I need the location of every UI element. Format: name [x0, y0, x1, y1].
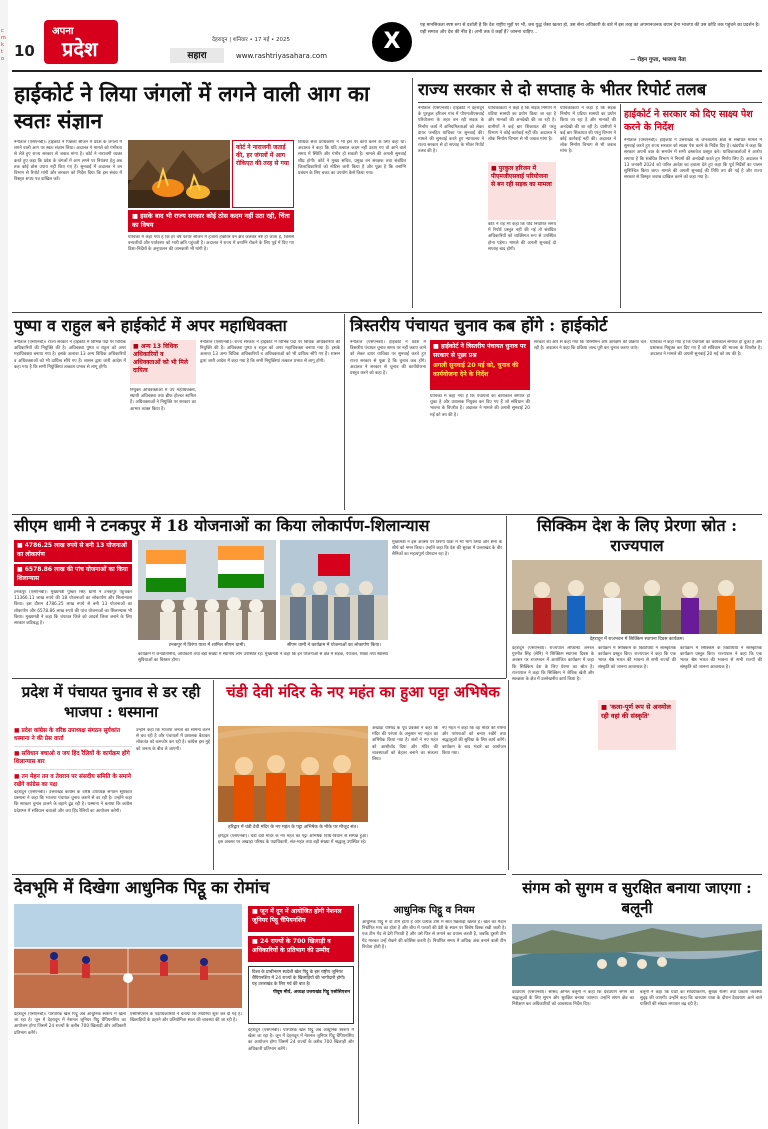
s1-body-b: याचिका में कहा गया है कि हर वर्ष फायर सीजन में हजारों हेक्टेयर वन क्षेत्र जलकर नष्ट हो जाता है, जिससे वन्यजीवों और पर्यावरण को भारी क्षति पहुंचती है। अदालत ने राज्य में वनाग्नि रोकने के लिए पूर्व में दिए गए दिशा-निर्देशों के अनुपालन की जानकारी भी मांगी है।: [128, 235, 294, 253]
s6-stat-2: ■ 6578.86 लाख की पांच योजनाओं का किया शिलान्यास: [14, 564, 132, 586]
s11-sub-body: आधुनिक पिट्ठू में दो टीमें होती हैं और प्रत्येक टीम में सात खिलाड़ी खेलते हैं। खेल का मैदान निर्धारित माप का होता है और बीच में पत्थरों की ढेरी के स्थान पर विशेष डिस्क रखी जाती है। एक टीम गेंद से ढेरी गिराती है और उसे फिर से लगाने का प्रयास करती है, जबकि दूसरी टीम गेंद मारकर उन्हें रोकने की कोशिश करती है। निर्धारित समय में अधिक अंक बनाने वाली टीम विजेता होती है।: [362, 920, 506, 950]
section-big: प्रदेश: [62, 37, 98, 61]
s5-body-b: याचिका में कहा गया है कि पंचायतों का कार्यकाल समाप्त हो चुका है और प्रशासक नियुक्त कर दिए गए हैं जो संविधान की भावना के विपरीत है। अदालत ने मामले की अगली सुनवाई 20 मई को तय की है।: [430, 394, 530, 418]
s11-red-1: ■ जून में दून में आयोजित होगी नेशनल जूनियर पिट्ठू चैंपियनशिप: [248, 906, 354, 932]
s11-quote-sign: पीयूष मौर्य, अध्यक्ष उत्तराखंड पिट्ठू एसोसिएशन: [272, 990, 350, 995]
s5-body-a: नैनीताल (एसएनबी)। हाईकोर्ट ने प्रदेश में त्रिस्तरीय पंचायत चुनाव समय पर नहीं कराए जाने को लेकर दायर याचिका पर सुनवाई करते हुए राज्य सरकार से पूछा है कि चुनाव कब होंगे। अदालत ने सरकार से चुनाव की कार्ययोजना प्रस्तुत करने को कहा है।: [350, 340, 426, 377]
s10-body-b: बलूनी ने कहा कि घाटों का सौंदर्यीकरण, सुरक्षा रेलिंग तथा प्रकाश व्यवस्था सुदृढ़ की जाएगी। उन्होंने कहा कि चारधाम यात्रा के दौरान देवप्रयाग आने वाले यात्रियों की संख्या लगातार बढ़ रही है।: [640, 990, 762, 1008]
s7-body-a: देहरादून (एसएनबी)। राज्यपाल लेफ्टिनेंट जनरल गुरमीत सिंह (सेनि) ने सिक्किम स्थापना दिवस के अवसर पर राजभवन में आयोजित कार्यक्रम में कहा कि सिक्किम देश के लिए प्रेरणा का स्रोत है। राज्यपाल ने कहा कि सिक्किम ने जैविक खेती और स्वच्छता के क्षेत्र में उल्लेखनीय कार्य किया है।: [512, 646, 594, 683]
section-badge: [44, 20, 118, 64]
s2-body-a: नैनीताल (एसएनबी)। हाईकोर्ट ने देहरादून के पुरकुल हरिजन गांव में पीएमजीएसवाई परियोजना के तहत बन रही सड़क के निर्माण कार्य में अनियमितताओं को लेकर दायर जनहित याचिका पर सुनवाई की। मामले की सुनवाई करते हुए न्यायालय ने राज्य सरकार से दो सप्ताह के भीतर रिपोर्ट तलब की है।: [418, 106, 484, 155]
s9-body-b: अखाड़ा परिषद के पूर्व प्रवक्ता ने कहा कि मंदिर की परंपरा के अनुसार नए महंत का अभिषेक किया गया है। संतों ने नए महंत को आशीर्वाद दिया और मंदिर की व्यवस्थाओं को बेहतर बनाने का संकल्प लिया।: [372, 726, 438, 763]
header-rule: [12, 70, 762, 72]
s11-headline: देवभूमि में दिखेगा आधुनिक पिट्ठू का रोमांच: [14, 878, 270, 897]
s9-body-a: हरिद्वार (एसएनबी)। चंडी देवी मंदिर के नए महंत का पट्टा अभिषेक विधि-विधान से सम्पन्न हुआ। इस अवसर पर अखाड़ा परिषद के पदाधिकारी, संत-महंत तथा बड़ी संख्या में श्रद्धालु उपस्थित रहे।: [218, 834, 368, 846]
col-divider-4: [506, 516, 507, 678]
s8-bullet-2: ■ सविधान बचाओ व जय हिंद रैलियों के कार्यक्रम होंगे शिलान्यास बार: [14, 751, 132, 770]
s6-photo-1: [138, 540, 276, 640]
s2-body-b: याचिकाकर्ता ने कहा है कि सड़क निर्माण में घटिया सामग्री का प्रयोग किया जा रहा है और मानकों की अनदेखी की जा रही है। ग्रामीणों ने कई बार शिकायत की परंतु विभाग ने कोई कार्रवाई नहीं की। अदालत ने लोक निर्माण विभाग से भी जवाब मांगा है।: [488, 106, 556, 143]
s7-photo: [512, 560, 762, 634]
s7-body-b: कार्यक्रम में सिक्किम के विद्यार्थियों ने सांस्कृतिक कार्यक्रम प्रस्तुत किए। राज्यपाल ने कहा कि एक भारत श्रेष्ठ भारत की भावना से सभी राज्यों की संस्कृति को जानना आवश्यक है।: [598, 646, 676, 670]
col-divider-3: [344, 314, 345, 510]
s1-band: ■ इसके बाद भी राज्य सरकार कोई ठोस कदम नहीं उठा रही, चिंता का विषय: [128, 210, 294, 232]
s5-red-box-text: ■ हाईकोर्ट ने त्रिस्तरीय पंचायत चुनाव पर सरकार से पूछा प्रश्न: [433, 343, 526, 359]
s10-headline: संगम को सुगम व सुरक्षित बनाया जाएगा : बलूनी: [522, 879, 752, 917]
s3-body: नैनीताल (एसएनबी)। हाईकोर्ट ने उत्तराखंड के जनजातीय क्षेत्रों से संबंधित मामले में सुनवाई करते हुए राज्य सरकार को साक्ष्य पेश करने के निर्देश दिए हैं। खंडपीठ ने कहा कि सरकार अपनी बात के समर्थन में सभी दस्तावेज प्रस्तुत करे। याचिकाकर्ताओं ने आरोप लगाया है कि संबंधित विभाग ने नियमों की अनदेखी करते हुए निर्णय लिए हैं। अदालत ने 13 जनवरी 2024 को पारित आदेश का हवाला देते हुए कहा कि पूर्व निर्देशों का पालन सुनिश्चित किया जाए। मामले की अगली सुनवाई की तिथि तय की गई है और राज्य सरकार से विस्तृत जवाब दाखिल करने को कहा गया है।: [624, 138, 762, 181]
s11-body-a: देहरादून (एसएनबी)। पारंपरिक खेल पिट्ठू अब आधुनिक स्वरूप में खेला जा रहा है। जून में देहरादून में नेशनल जूनियर पिट्ठू चैंपियनशिप का आयोजन होगा जिसमें 24 राज्यों के करीब 700 खिलाड़ी और अधिकारी प्रतिभाग करेंगे।: [14, 1012, 126, 1036]
s1-photo: [128, 140, 230, 208]
s8-body-b: उन्होंने कहा कि भाजपा जनता का सामना करने से बच रही है और पंचायतों में प्रशासक बैठाकर लोकतंत्र को कमजोर कर रही है। कांग्रेस इस मुद्दे को जनता के बीच ले जाएगी।: [136, 728, 210, 752]
s9-caption: हरिद्वार में चंडी देवी मंदिर के नए महंत के पट्टा अभिषेक के मौके पर मौजूद संत।: [228, 825, 358, 830]
s4-body-c: नैनीताल (एसएनबी)। राज्य सरकार ने हाईकोर्ट में विभिन्न पदों पर विधिक अधिकारियों की नियुक्ति की है। अधिवक्ता पुष्पा व राहुल को अपर महाधिवक्ता बनाया गया है। इसके अलावा 13 अन्य विधिक अधिकारियों व अधिवक्ताओं को भी दायित्व सौंपे गए हैं। शासन द्वारा जारी आदेश में कहा गया है कि सभी नियुक्तियां तत्काल प्रभाव से लागू होंगी।: [200, 340, 340, 364]
s6-caption-2: सीएम धामी ने कार्यक्रम में योजनाओं का लोकार्पण किया।: [287, 643, 381, 648]
left-edge-letters: c m k t o: [1, 28, 6, 62]
s8-bullets: [14, 728, 132, 790]
s11-body-b: एसोसिएशन के पदाधिकारियों ने बताया कि तैयारियां शुरू कर दी गई हैं। खिलाड़ियों के ठहरने और प्रतियोगिता स्थल की व्यवस्था की जा रही है।: [130, 1012, 242, 1024]
brand-logo: सहारा: [170, 48, 224, 63]
rule-s11: [12, 874, 506, 875]
col-divider-7: [358, 904, 359, 1124]
s8-bullet-3: ■ तन मेहन तन व तेवरान पर संसदीय समिति के समाने रखेंगे कांग्रेस का पक्ष: [14, 774, 131, 788]
s1-body-c: विधिक सेवा प्राधिकरण ने भी इस पर कार्य करने के लिए कहा था। अदालत ने कहा कि यदि तत्काल कदम नहीं उठाए गए तो आने वाले समय में स्थिति और गंभीर हो सकती है। मामले की अगली सुनवाई शीघ्र होगी। कोर्ट ने मुख्य सचिव, प्रमुख वन संरक्षक तथा संबंधित जिलाधिकारियों को नोटिस जारी किया है और पूछा है कि वनाग्नि प्रबंधन के लिए बजट का उपयोग कैसे किया गया।: [298, 140, 406, 177]
s4-body-a: नैनीताल (एसएनबी)। राज्य सरकार ने हाईकोर्ट में विभिन्न पदों पर विधिक अधिकारियों की नियुक्ति की है। अधिवक्ता पुष्पा व राहुल को अपर महाधिवक्ता बनाया गया है। इसके अलावा 13 अन्य विधिक अधिकारियों व अधिवक्ताओं को भी दायित्व सौंपे गए हैं। शासन द्वारा जारी आदेश में कहा गया है कि सभी नियुक्तियां तत्काल प्रभाव से लागू होंगी।: [14, 340, 126, 370]
s6-body-a: टनकपुर (एसएनबी)। मुख्यमंत्री पुष्कर सिंह धामी ने टनकपुर पहुंचकर 11366.11 लाख रुपये की 18 योजनाओं का लोकार्पण और शिलान्यास किया। इस दौरान 4786.25 लाख रुपये से बनी 13 योजनाओं का लोकार्पण और 6578.86 लाख रुपये की पांच योजनाओं का शिलान्यास भी किया। मुख्यमंत्री ने कहा कि चंपावत जिले को आदर्श जिला बनाने के लिए सरकार कटिबद्ध है।: [14, 590, 132, 627]
s1-headline: हाईकोर्ट ने लिया जंगलों में लगने वाली आग का स्वतः संज्ञान: [14, 81, 370, 133]
rule-s10: [512, 874, 762, 875]
s8-body-a: देहरादून (एसएनबी)। उत्तराखंड कांग्रेस के वरिष्ठ उपाध्यक्ष संगठन सूर्यकांत धस्माना ने कहा कि भाजपा पंचायत चुनाव कराने से डर रही है। उन्होंने कहा कि सरकार चुनाव टालने के बहाने ढूंढ रही है। धस्माना ने बताया कि कांग्रेस प्रदेशभर में संविधान बचाओ और जय हिंद रैलियों का आयोजन करेगी।: [14, 790, 132, 814]
s11-sub-headline: आधुनिक पिट्ठू व नियम: [393, 905, 475, 916]
s2-body-c: कोर्ट ने यह भी कहा कि यदि निर्धारित समय में रिपोर्ट प्रस्तुत नहीं की गई तो संबंधित अधिकारियों को व्यक्तिगत रूप से उपस्थित होना पड़ेगा। मामले की अगली सुनवाई दो सप्ताह बाद होगी।: [488, 222, 556, 252]
s9-headline: चंडी देवी मंदिर के नए महंत का हुआ पट्टा अभिषेक: [226, 683, 500, 701]
col-divider-2: [620, 104, 621, 308]
s4-pink-box: ■ अन्य 13 विधिक अधिकारियों व अधिवक्ताओं को भी मिले दायित्व: [130, 340, 196, 384]
s9-photo: [218, 726, 368, 822]
quote-text: यह मानसिकता स्पष्ट रूप से दर्शाती है कि देश राष्ट्रीय मुद्दों पर भी, जब युद्ध जैसा खतरा हो, उस सेना अधिकारी के बारे में इस तरह का अपमानजनक बयान देना भाजपा की उस कोटि तक पहुंचने का प्रदर्शन है। यही समाज और देश की नींव है। अभी तक वे कहाँ हैं? जानना चाहिए...: [420, 23, 760, 35]
s5-body-c: सरकार की ओर से कहा गया कि परिसीमन और आरक्षण की प्रक्रिया चल रही है। अदालत ने कहा कि प्रक्रिया जल्द पूरी कर चुनाव कराए जाएं।: [534, 340, 646, 352]
s7-body-c: कार्यक्रम में सिक्किम के विद्यार्थियों ने सांस्कृतिक कार्यक्रम प्रस्तुत किए। राज्यपाल ने कहा कि एक भारत श्रेष्ठ भारत की भावना से सभी राज्यों की संस्कृति को जानना आवश्यक है।: [680, 646, 762, 670]
s6-body-c: मुख्यमंत्री ने इस अवसर पर तिरंगा यात्रा में भी भाग लिया और सेना के शौर्य को नमन किया। उन्होंने कहा कि देश की सुरक्षा में उत्तराखंड के वीर सैनिकों का महत्वपूर्ण योगदान रहा है।: [392, 540, 502, 558]
col-divider-6: [508, 680, 509, 870]
s2-body-d: याचिकाकर्ता ने कहा है कि सड़क निर्माण में घटिया सामग्री का प्रयोग किया जा रहा है और मानकों की अनदेखी की जा रही है। ग्रामीणों ने कई बार शिकायत की परंतु विभाग ने कोई कार्रवाई नहीं की। अदालत ने लोक निर्माण विभाग से भी जवाब मांगा है।: [560, 106, 616, 155]
s11-photo: [14, 904, 242, 1008]
s5-headline: त्रिस्तरीय पंचायत चुनाव कब होंगे : हाईकोर्ट: [350, 316, 608, 335]
s6-caption-1: टनकपुर में तिरंगा यात्रा में शामिल सीएम धामी।: [168, 643, 246, 648]
s8-bullet-1: ■ प्रदेश कांग्रेस के वरिष्ठ उपाध्यक्ष संगठन सूर्यकांत धस्माना ने की प्रेस वार्ता: [14, 728, 132, 747]
s2-pink-box: ■ पुरकुल हरिजन में पीएमजीएसवाई परियोजना से बन रही सड़क का मामला: [488, 162, 556, 220]
s2-rule: [418, 102, 762, 103]
s10-body-a: देवप्रयाग (एसएनबी)। सांसद अनिल बलूनी ने कहा कि देवप्रयाग संगम को श्रद्धालुओं के लिए सुगम और सुरक्षित बनाया जाएगा। उन्होंने संगम क्षेत्र का निरीक्षण कर अधिकारियों को आवश्यक निर्देश दिए।: [512, 990, 634, 1008]
s7-headline: सिक्किम देश के लिए प्रेरणा स्रोत : राज्यपाल: [536, 516, 738, 555]
s11-quote-text: विश्व के प्राचीनतम स्वदेशी खेल पिट्ठू के इस राष्ट्रीय जूनियर चैंपियनशिप में 24 राज्यों के खिलाड़ियों की भागीदारी होगी। यह उत्तराखंड के लिए गर्व की बात है।: [252, 970, 346, 987]
website-url: www.rashtriyasahara.com: [236, 52, 328, 60]
s3-headline: हाईकोर्ट ने सरकार को दिए साक्ष्य पेश करने के निर्देश: [624, 109, 753, 133]
page-number: 10: [14, 42, 35, 60]
s6-body-b: कार्यक्रम में जनप्रतिनिधि, अधिकारी तथा बड़ी संख्या में स्थानीय लोग उपस्थित रहे। मुख्यमंत्री ने कहा कि इन योजनाओं से क्षेत्र में सड़क, पेयजल, शिक्षा तथा स्वास्थ्य सुविधाओं का विस्तार होगा।: [138, 652, 388, 664]
s5-body-d: याचिका में कहा गया है कि पंचायतों का कार्यकाल समाप्त हो चुका है और प्रशासक नियुक्त कर दिए गए हैं जो संविधान की भावना के विपरीत है। अदालत ने मामले की अगली सुनवाई 20 मई को तय की है।: [650, 340, 762, 358]
s6-headline: सीएम धामी ने टनकपुर में 18 योजनाओं का किया लोकार्पण-शिलान्यास: [14, 516, 430, 535]
s1-note-box: कोर्ट ने नाराजगी जताई की, हर जंगलों में आग रोकिएत की तरह से गया: [232, 140, 294, 208]
s10-photo: [512, 924, 762, 986]
section-small: अपना: [52, 26, 74, 37]
rule-row2: [12, 514, 762, 515]
left-edge-strip: [0, 0, 8, 1129]
s5-red-box-text2: अगली सुनवाई 20 मई को, चुनाव की कार्ययोजना देने के निर्देश: [433, 362, 519, 378]
s5-red-box: [430, 340, 530, 390]
quote-author: — रोहन गुप्ता, भाजपा नेता: [630, 57, 686, 63]
col-divider-1: [412, 78, 413, 308]
s8-headline: प्रदेश में पंचायत चुनाव से डर रही भाजपा : धस्माना: [21, 683, 201, 721]
rule-row1: [12, 312, 762, 313]
rule-s8: [12, 678, 506, 679]
s4-headline: पुष्पा व राहुल बने हाईकोर्ट में अपर महाधिवक्ता: [14, 316, 287, 335]
s11-quote-box: [248, 966, 354, 1024]
col-divider-5: [213, 680, 214, 870]
s9-body-c: नए महंत ने कहा कि वह मंदिर की गरिमा और परंपराओं को बनाए रखेंगे तथा श्रद्धालुओं की सुविधा के लिए कार्य करेंगे। कार्यक्रम के बाद भंडारे का आयोजन किया गया।: [442, 726, 506, 756]
s2-headline: राज्य सरकार से दो सप्ताह के भीतर रिपोर्ट तलब: [418, 80, 707, 99]
x-logo: X: [372, 22, 412, 62]
s6-stat-1: ■ 4786.25 लाख रुपये से बनी 13 योजनाओं का लोकार्पण: [14, 540, 132, 562]
s4-body-b: नियुक्त अधिवक्ताओं में उप महाधिवक्ता, स्थायी अधिवक्ता तथा ब्रीफ होल्डर शामिल हैं। अधिवक्ताओं ने नियुक्ति पर सरकार का आभार व्यक्त किया है।: [130, 388, 196, 412]
s7-caption: देहरादून में राजभवन में सिक्किम स्थापना दिवस कार्यक्रम।: [589, 637, 685, 642]
s11-body-c: देहरादून (एसएनबी)। पारंपरिक खेल पिट्ठू अब आधुनिक स्वरूप में खेला जा रहा है। जून में देहरादून में नेशनल जूनियर पिट्ठू चैंपियनशिप का आयोजन होगा जिसमें 24 राज्यों के करीब 700 खिलाड़ी और अधिकारी प्रतिभाग करेंगे।: [248, 1028, 354, 1052]
s1-body-a: नैनीताल (एसएनबी)। हाईकोर्ट ने पिछला सीजन में प्रदेश के जंगलों में लगने वाली आग पर स्वतः संज्ञान लिया। अदालत ने मामले को गंभीरता से लेते हुए राज्य सरकार से जवाब मांगा है। कोर्ट ने नाराजगी व्यक्त करते हुए कहा कि प्रदेश के जंगलों में आग लगने पर नियंत्रण हेतु अब तक कोई ठोस उपाय नहीं किए गए हैं। सुनवाई में अदालत ने वन विभाग से रिपोर्ट मांगी और सरकार को निर्देश दिया कि इस संबंध में विस्तृत शपथ पत्र दाखिल करें।: [14, 140, 122, 183]
s6-photo-2: [280, 540, 388, 640]
dateline: देहरादून | शनिवार • 17 मई • 2025: [212, 37, 291, 43]
s11-red-2: ■ 24 राज्यों के 700 खिलाड़ी व अधिकारियों के प्रतिभाग की उम्मीद: [248, 936, 354, 962]
s7-pink-box: ■ 'कला-पूर्ण रूप से अनमोल रही वहां की संस्कृति': [598, 700, 676, 750]
